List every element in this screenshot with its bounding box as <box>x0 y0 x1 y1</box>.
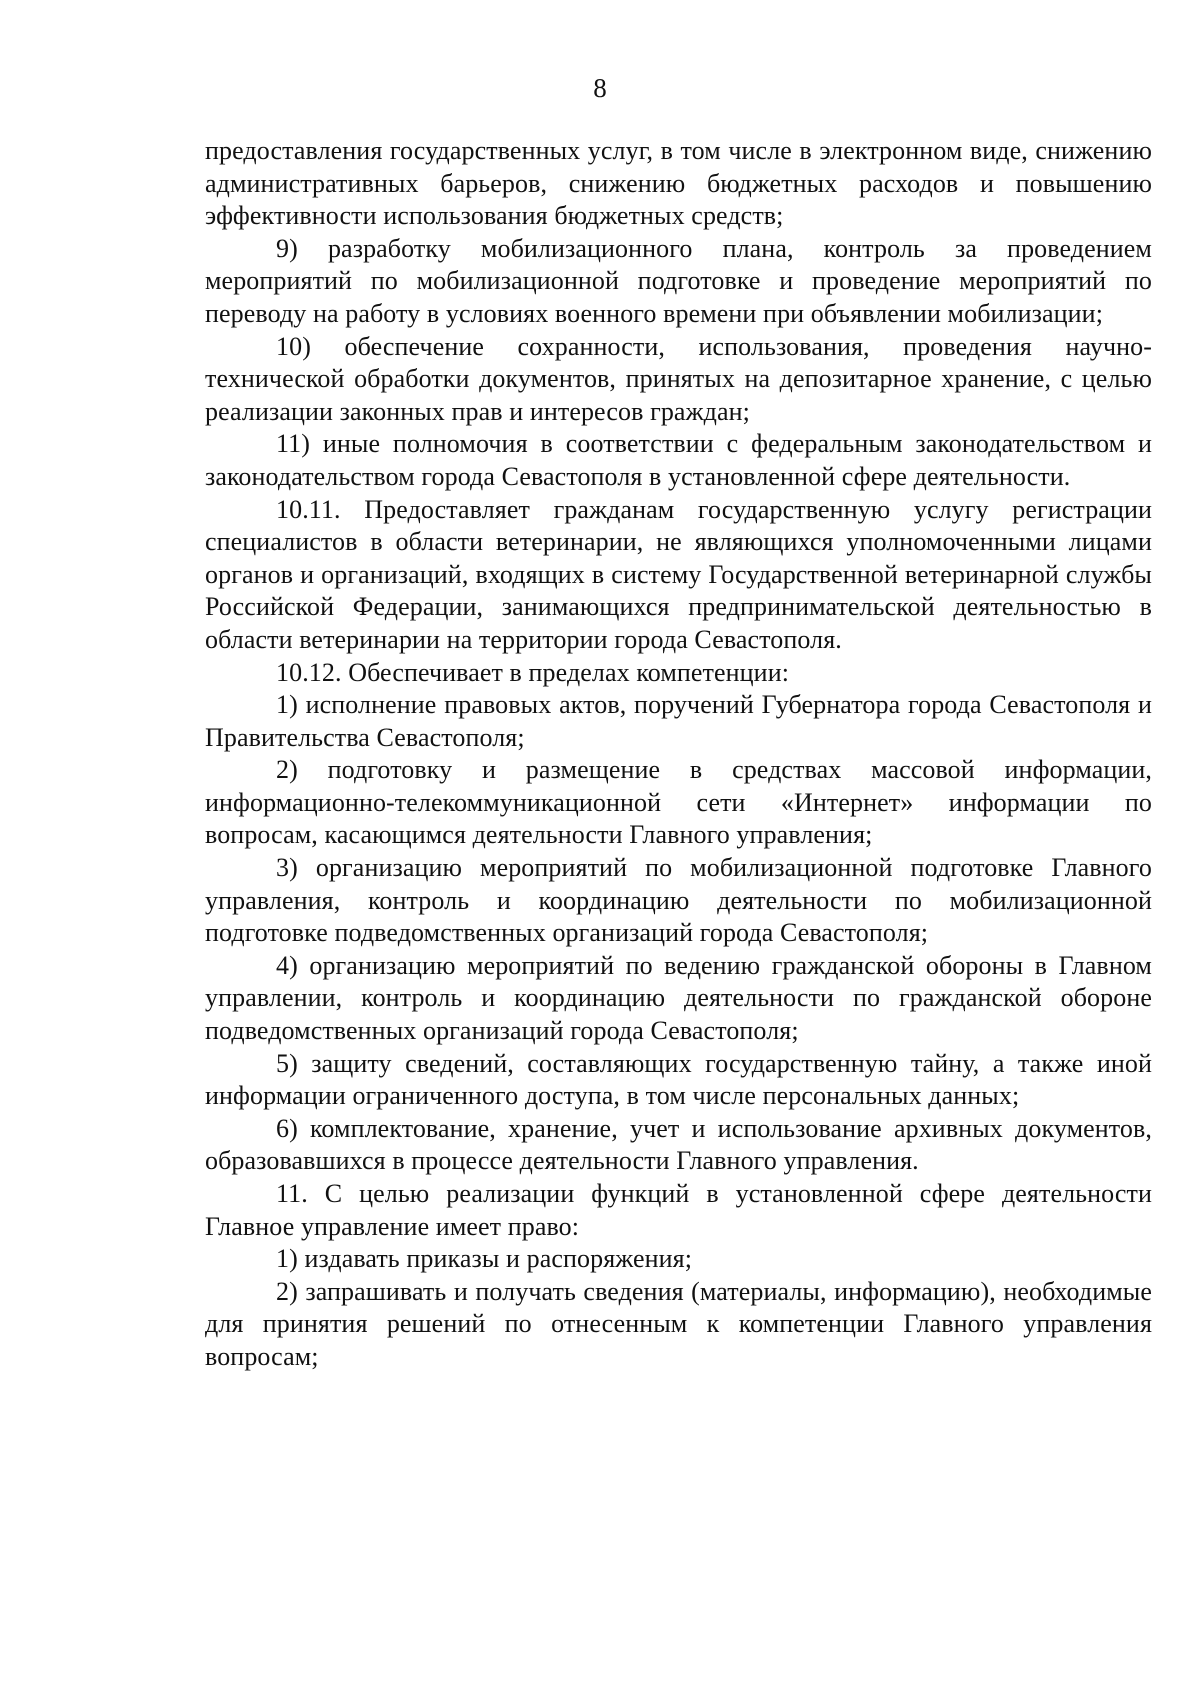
paragraph: 2) запрашивать и получать сведения (материалы, информацию), необходимые для принятия решений по отнесенным к компетенции Главного управления вопросам; <box>205 1276 1152 1371</box>
paragraph: 1) исполнение правовых актов, поручений Губернатора города Севастополя и Правительства Севастополя; <box>205 690 1152 752</box>
document-body <box>205 135 1152 1374</box>
paragraph: 4) организацию мероприятий по ведению гражданской обороны в Главном управлении, контроль и координацию деятельности по гражданской обороне подведомственных организаций города Севастополя; <box>205 950 1152 1046</box>
paragraph: 10.12. Обеспечивает в пределах компетенции: <box>276 657 790 687</box>
page-number: 8 <box>593 73 607 103</box>
paragraph: 10.11. Предоставляет гражданам государственную услугу регистрации специалистов в области ветеринарии, не являющихся уполномоченными лицами органов и организаций, входящих в систему Государственной ветеринарной службы Российской Федерации, занимающихся предпринимательской деятельностью в области ветеринарии на территории города Севастополя. <box>205 494 1152 654</box>
paragraph: 9) разработку мобилизационного плана, контроль за проведением мероприятий по мобилизационной подготовке и проведение мероприятий по переводу на работу в условиях военного времени при объявлении мобилизации; <box>205 233 1152 328</box>
paragraph: 5) защиту сведений, составляющих государственную тайну, а также иной информации ограниченного доступа, в том числе персональных данных; <box>205 1048 1152 1111</box>
paragraph: предоставления государственных услуг, в том числе в электронном виде, снижению административных барьеров, снижению бюджетных расходов и повышению эффективности использования бюджетных средств; <box>205 136 1152 231</box>
paragraph: 1) издавать приказы и распоряжения; <box>276 1244 693 1274</box>
paragraph: 2) подготовку и размещение в средствах массовой информации, информационно-телекоммуникационной сети «Интернет» информации по вопросам, касающимся деятельности Главного управления; <box>205 755 1152 850</box>
paragraph: 11. С целью реализации функций в установленной сфере деятельности Главное управление имеет право: <box>205 1179 1152 1241</box>
paragraph: 11) иные полномочия в соответствии с федеральным законодательством и законодательством города Севастополя в установленной сфере деятельности. <box>205 429 1152 491</box>
paragraph: 6) комплектование, хранение, учет и использование архивных документов, образовавшихся в процессе деятельности Главного управления. <box>205 1113 1152 1176</box>
paragraph: 10) обеспечение сохранности, использования, проведения научно-технической обработки документов, принятых на депозитарное хранение, с целью реализации законных прав и интересов граждан; <box>205 331 1152 426</box>
paragraph: 3) организацию мероприятий по мобилизационной подготовке Главного управления, контроль и координацию деятельности по мобилизационной подготовке подведомственных организаций города Севастополя; <box>205 853 1152 948</box>
